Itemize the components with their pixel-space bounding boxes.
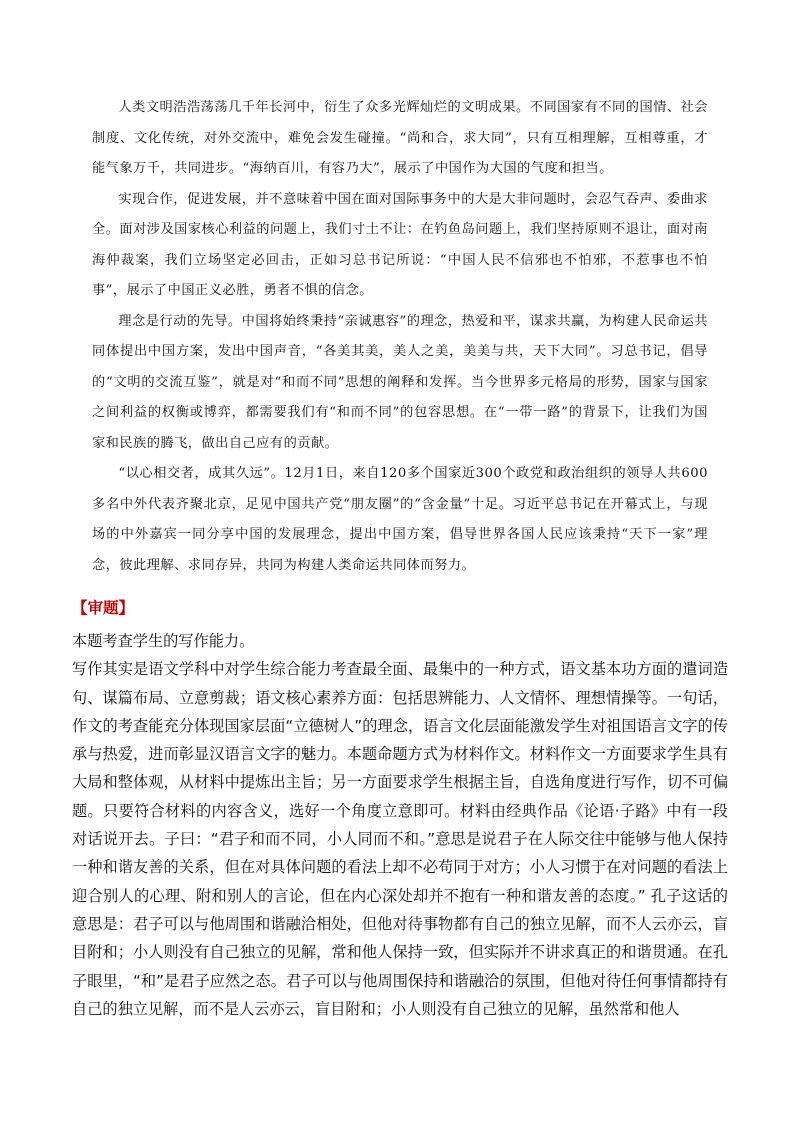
analysis-paragraph: 本题考查学生的写作能力。 (72, 632, 255, 650)
analysis-body (72, 627, 728, 1023)
section-heading: 【审题】 (72, 599, 135, 617)
analysis-paragraph: 写作其实是语文学科中对学生综合能力考查最全面、最集中的一种方式，语文基本功方面的遣词造句、谋篇布局、立意剪裁；语文核心素养方面：包括思辨能力、人文情怀、理想情操等。一句话，作文的考查能充分体现国家层面“立德树人”的理念，语言文化层面能激发学生对祖国语言文字的传承与热爱，进而彰显汉语言文字的魅力。本题命题方式为材料作文。材料作文一方面要求学生具有大局和整体观，从材料中提炼出主旨；另一方面要求学生根据主旨，自选角度进行写作，切不可偏题。只要符合材料的内容含义，选好一个角度立意即可。材料由经典作品《论语·子路》中有一段对话说开去。子曰：“君子和而不同，小人同而不和。”意思是说君子在人际交往中能够与他人保持一种和谐友善的关系，但在对具体问题的看法上却不必苟同于对方；小人习惯于在对问题的看法上迎合别人的心理、附和别人的言论，但在内心深处却并不抱有一种和谐友善的态度。” 孔子这话的意思是：君子可以与他周围和谐融洽相处，但他对待事物都有自己的独立见解，而不人云亦云，盲目附和；小人则没有自己独立的见解，常和他人保持一致，但实际并不讲求真正的和谐贯通。在孔子眼里，“和”是君子应然之态。君子可以与他周围保持和谐融洽的氛围，但他对待任何事情都持有自己的独立见解，而不是人云亦云，盲目附和；小人则没有自己独立的见解，虽然常和他人 (72, 660, 728, 1018)
essay-paragraph: 理念是行动的先导。中国将始终秉持“亲诚惠容”的理念，热爱和平，谋求共赢，为构建人民命运共同体提出中国方案，发出中国声音，“各美其美，美人之美，美美与共，天下大同”。习总书记，倡导的“文明的交流互鉴”，就是对“和而不同”思想的阐释和发挥。当今世界多元格局的形势，国家与国家之间利益的权衡或博弈，都需要我们有“和而不同”的包容思想。在“一带一路”的背景下，让我们为国家和民族的腾飞，做出自己应有的贡献。 (92, 313, 708, 451)
essay-body (92, 93, 708, 581)
essay-paragraph: 人类文明浩浩荡荡几千年长河中，衍生了众多光辉灿烂的文明成果。不同国家有不同的国情、社会制度、文化传统，对外交流中，难免会发生碰撞。“尚和合，求大同”，只有互相理解，互相尊重，才能气象万千，共同进步。“海纳百川，有容乃大”，展示了中国作为大国的气度和担当。 (92, 100, 708, 176)
essay-paragraph: “以心相交者，成其久远”。12月1日，来自120多个国家近300个政党和政治组织的领导人共600多名中外代表齐聚北京，足见中国共产党“朋友圈”的“含金量”十足。习近平总书记在开幕式上，与现场的中外嘉宾一同分享中国的发展理念，提出中国方案，倡导世界各国人民应该秉持“天下一家”理念，彼此理解、求同存异，共同为构建人类命运共同体而努力。 (92, 466, 708, 573)
essay-paragraph: 实现合作，促进发展，并不意味着中国在面对国际事务中的大是大非问题时，会忍气吞声、委曲求全。面对涉及国家核心利益的问题上，我们寸土不让：在钓鱼岛问题上，我们坚持原则不退让，面对南海仲裁案，我们立场坚定必回击，正如习总书记所说：“中国人民不信邪也不怕邪，不惹事也不怕事”，展示了中国正义必胜，勇者不惧的信念。 (92, 191, 708, 298)
